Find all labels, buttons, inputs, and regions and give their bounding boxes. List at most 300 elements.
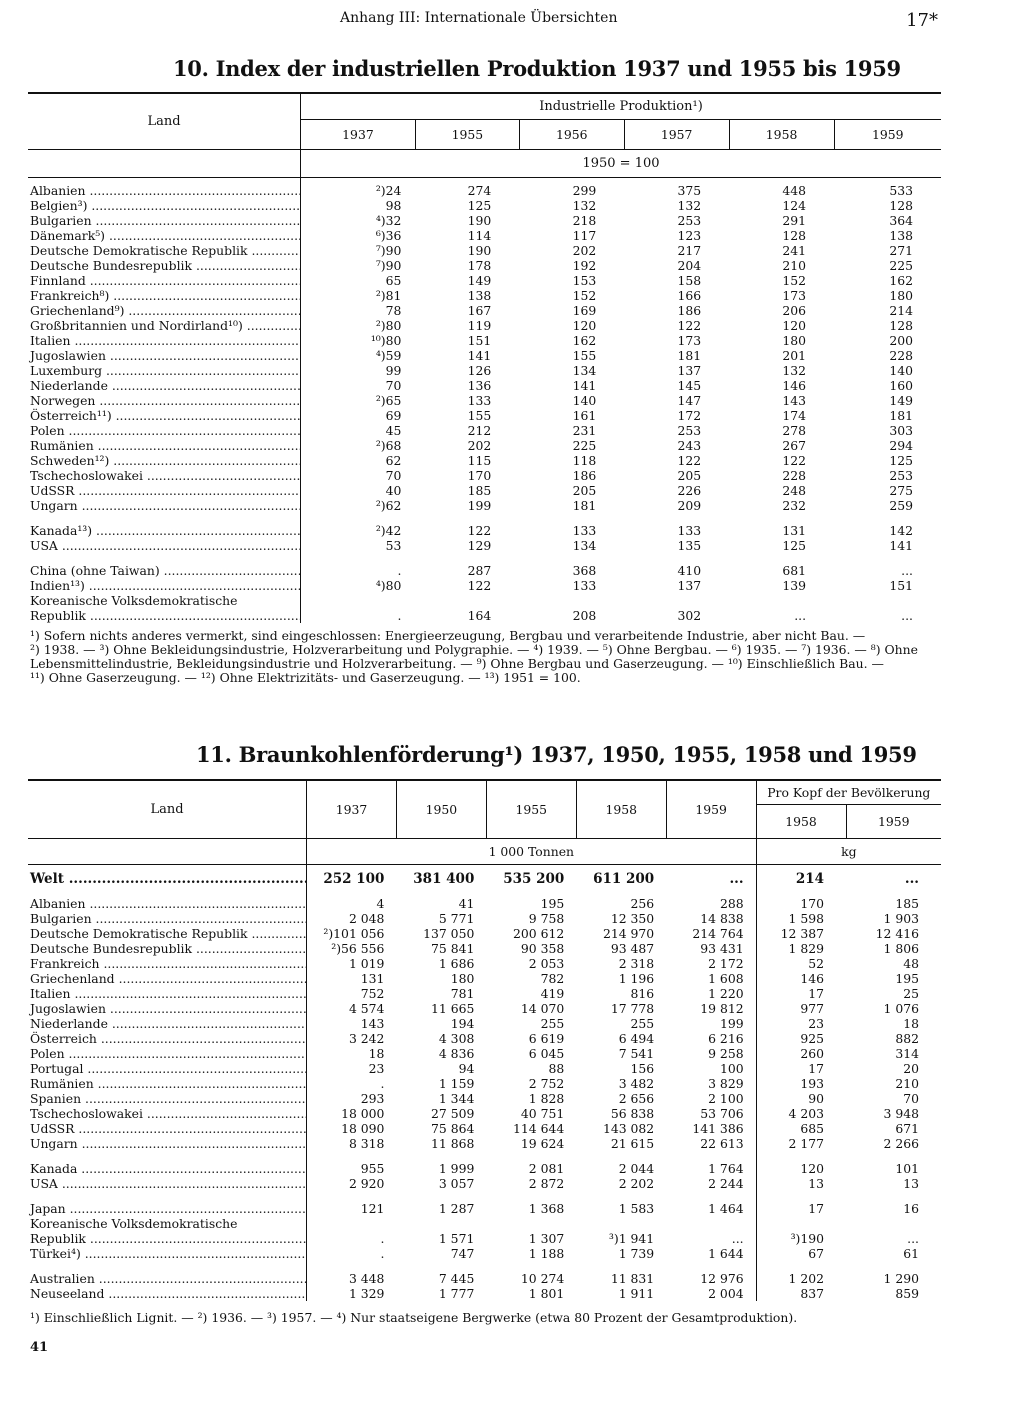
- country-label: Tschechoslowakei .....: [28, 468, 301, 483]
- country-label: Kanada¹³) .....: [28, 523, 301, 538]
- table-row: [28, 468, 941, 483]
- value-cell: ²)65: [301, 393, 416, 408]
- value-cell: 128: [889, 318, 913, 333]
- country-label: Koreanische Volksdemokratische: [30, 593, 238, 608]
- table-row: [28, 941, 941, 956]
- country-label: UdSSR .....: [28, 483, 301, 498]
- country-label: [28, 1151, 307, 1161]
- value-cell: 1 220: [708, 986, 744, 1001]
- value-cell: 1 287: [438, 1201, 475, 1216]
- value-cell: 206: [782, 303, 807, 318]
- country-label: Bulgarien .....: [28, 911, 307, 926]
- value-cell: 1 290: [883, 1271, 919, 1286]
- table-row: [28, 1176, 941, 1191]
- value-cell: 685: [756, 1121, 846, 1136]
- value-cell: 121: [307, 1201, 397, 1216]
- value-cell: ⁴)80: [301, 578, 416, 593]
- value-cell: 11 868: [430, 1136, 475, 1151]
- value-cell: 3 057: [438, 1176, 475, 1191]
- value-cell: 62: [301, 453, 416, 468]
- value-cell: 12 350: [610, 911, 655, 926]
- value-cell: 21 615: [610, 1136, 655, 1151]
- table-row: [28, 303, 941, 318]
- value-cell: 78: [301, 303, 416, 318]
- value-cell: 122: [782, 453, 807, 468]
- value-cell: 2 872: [528, 1176, 565, 1191]
- value-cell: 156: [630, 1061, 655, 1076]
- value-cell: 115: [467, 453, 492, 468]
- table-row: [28, 1151, 941, 1161]
- table10-footnotes: [30, 629, 950, 685]
- value-cell: 153: [572, 273, 597, 288]
- value-cell: 671: [895, 1121, 919, 1136]
- value-cell: 180: [889, 288, 913, 303]
- country-label: Rumänien .....: [28, 1076, 307, 1091]
- value-cell: 122: [677, 453, 702, 468]
- value-cell: 2 266: [883, 1136, 919, 1151]
- value-cell: 18: [903, 1016, 919, 1031]
- value-cell: 267: [782, 438, 807, 453]
- country-label: Deutsche Demokratische Republik .....: [28, 926, 307, 941]
- value-cell: 231: [572, 423, 597, 438]
- value-cell: 23: [756, 1016, 846, 1031]
- value-cell: 133: [572, 578, 597, 593]
- value-cell: 19 812: [700, 1001, 744, 1016]
- value-cell: 1 464: [708, 1201, 744, 1216]
- table-row: [28, 198, 941, 213]
- value-cell: 128: [782, 228, 807, 243]
- value-cell: 88: [548, 1061, 565, 1076]
- value-cell: 145: [677, 378, 702, 393]
- value-cell: [486, 1151, 576, 1161]
- value-cell: 181: [572, 498, 597, 513]
- value-cell: 140: [572, 393, 597, 408]
- value-cell: 1 188: [528, 1246, 565, 1261]
- value-cell: 41: [458, 896, 475, 911]
- value-cell: 287: [467, 563, 492, 578]
- value-cell: 22 613: [700, 1136, 744, 1151]
- value-cell: 2 081: [528, 1161, 565, 1176]
- value-cell: 1 598: [756, 911, 846, 926]
- value-cell: ³)190: [756, 1231, 846, 1246]
- value-cell: 1 608: [708, 971, 744, 986]
- value-cell: 120: [572, 318, 597, 333]
- value-cell: 125: [782, 538, 807, 553]
- value-cell: 611 200: [593, 871, 655, 887]
- table-row: [28, 333, 941, 348]
- value-cell: 6 619: [528, 1031, 565, 1046]
- table-row: [28, 243, 941, 258]
- value-cell: 98: [301, 198, 416, 213]
- value-cell: 40: [301, 483, 416, 498]
- value-cell: 752: [307, 986, 397, 1001]
- value-cell: 204: [677, 258, 702, 273]
- value-cell: 293: [307, 1091, 397, 1106]
- value-cell: 137: [677, 578, 702, 593]
- value-cell: 275: [889, 483, 913, 498]
- value-cell: 12 416: [875, 926, 919, 941]
- value-cell: 3 482: [618, 1076, 655, 1091]
- value-cell: 75 864: [430, 1121, 475, 1136]
- value-cell: 69: [301, 408, 416, 423]
- value-cell: 9 258: [708, 1046, 744, 1061]
- value-cell: 1 828: [528, 1091, 565, 1106]
- value-cell: 119: [467, 318, 492, 333]
- value-cell: 133: [467, 393, 492, 408]
- value-cell: ²)101 056: [307, 926, 397, 941]
- table-row: [28, 523, 941, 538]
- year-header: 1937: [307, 780, 397, 838]
- value-cell: 27 509: [430, 1106, 475, 1121]
- value-cell: 201: [782, 348, 807, 363]
- value-cell: [624, 593, 729, 608]
- table11-title: 11. Braunkohlenförderung¹) 1937, 1950, 1955, 1958 und 1959: [196, 742, 917, 767]
- value-cell: [415, 553, 519, 563]
- table-row: [28, 1201, 941, 1216]
- value-cell: 2 044: [618, 1161, 655, 1176]
- value-cell: 260: [756, 1046, 846, 1061]
- value-cell: 186: [572, 468, 597, 483]
- value-cell: 278: [782, 423, 807, 438]
- value-cell: 114: [467, 228, 492, 243]
- value-cell: 218: [572, 213, 597, 228]
- value-cell: 162: [889, 273, 913, 288]
- value-cell: 13: [903, 1176, 919, 1191]
- value-cell: 214 764: [692, 926, 744, 941]
- country-label: Republik .....: [28, 608, 301, 623]
- value-cell: 133: [677, 523, 702, 538]
- value-cell: 2 172: [708, 956, 744, 971]
- per-capita-header: Pro Kopf der Bevölkerung: [756, 780, 941, 804]
- value-cell: 10 274: [520, 1271, 565, 1286]
- value-cell: 53 706: [700, 1106, 744, 1121]
- value-cell: 253: [677, 213, 702, 228]
- value-cell: 210: [895, 1076, 919, 1091]
- value-cell: 162: [572, 333, 597, 348]
- value-cell: 955: [307, 1161, 397, 1176]
- value-cell: 23: [307, 1061, 397, 1076]
- value-cell: 7 445: [438, 1271, 475, 1286]
- value-cell: 12 387: [756, 926, 846, 941]
- value-cell: 294: [889, 438, 913, 453]
- value-cell: 94: [458, 1061, 475, 1076]
- value-cell: 274: [467, 183, 492, 198]
- value-cell: 11 831: [610, 1271, 655, 1286]
- country-label: Albanien .....: [28, 183, 301, 198]
- value-cell: 194: [450, 1016, 475, 1031]
- value-cell: 6 494: [618, 1031, 655, 1046]
- value-cell: [415, 593, 519, 608]
- table-row: [28, 1136, 941, 1151]
- value-cell: [301, 513, 416, 523]
- table-row: [28, 408, 941, 423]
- value-cell: 140: [889, 363, 913, 378]
- table-row: [28, 911, 941, 926]
- value-cell: 13: [756, 1176, 846, 1191]
- value-cell: 161: [572, 408, 597, 423]
- value-cell: 149: [889, 393, 913, 408]
- table-row: [28, 1091, 941, 1106]
- value-cell: 2 318: [618, 956, 655, 971]
- value-cell: 200 612: [513, 926, 565, 941]
- year-header: 1956: [519, 119, 624, 149]
- table-row: [28, 288, 941, 303]
- value-cell: ²)56 556: [307, 941, 397, 956]
- year-header: 1958: [576, 780, 666, 838]
- value-cell: 52: [756, 956, 846, 971]
- value-cell: 1 307: [528, 1231, 565, 1246]
- value-cell: 210: [782, 258, 807, 273]
- table-row: [28, 593, 941, 608]
- value-cell: 1 571: [438, 1231, 475, 1246]
- year-header: 1957: [624, 119, 729, 149]
- country-label: [28, 513, 301, 523]
- value-cell: 205: [572, 483, 597, 498]
- value-cell: 149: [467, 273, 492, 288]
- country-label: Belgien³) .....: [28, 198, 301, 213]
- value-cell: [396, 1261, 486, 1271]
- country-label: Dänemark⁵) .....: [28, 228, 301, 243]
- value-cell: [576, 1261, 666, 1271]
- value-cell: 1 911: [618, 1286, 655, 1301]
- country-label: Österreich¹¹) .....: [28, 408, 301, 423]
- value-cell: 5 771: [438, 911, 475, 926]
- value-cell: [307, 1216, 397, 1231]
- value-cell: 114 644: [513, 1121, 565, 1136]
- country-label: Kanada .....: [28, 1161, 307, 1176]
- value-cell: ...: [731, 1231, 744, 1246]
- value-cell: 232: [782, 498, 807, 513]
- value-cell: 977: [756, 1001, 846, 1016]
- value-cell: [301, 593, 416, 608]
- lignite-production-table: [28, 779, 941, 1301]
- value-cell: 533: [889, 183, 913, 198]
- value-cell: [729, 513, 834, 523]
- value-cell: 61: [903, 1246, 919, 1261]
- value-cell: [756, 1216, 846, 1231]
- value-cell: 120: [782, 318, 807, 333]
- value-cell: [519, 553, 624, 563]
- country-label: Welt .....: [28, 868, 307, 890]
- country-label: [28, 553, 301, 563]
- value-cell: 193: [756, 1076, 846, 1091]
- value-cell: 181: [677, 348, 702, 363]
- value-cell: ¹⁰)80: [301, 333, 416, 348]
- value-cell: 2 053: [528, 956, 565, 971]
- value-cell: 859: [895, 1286, 919, 1301]
- table-row: [28, 393, 941, 408]
- running-title: Anhang III: Internationale Übersichten: [340, 10, 618, 26]
- country-label: Schweden¹²) .....: [28, 453, 301, 468]
- table-row: [28, 183, 941, 198]
- value-cell: 143: [782, 393, 807, 408]
- value-cell: ²)68: [301, 438, 416, 453]
- value-cell: [729, 593, 834, 608]
- country-label: Ungarn .....: [28, 1136, 307, 1151]
- value-cell: 200: [889, 333, 913, 348]
- value-cell: ⁴)32: [301, 213, 416, 228]
- value-cell: ⁷)90: [301, 243, 416, 258]
- value-cell: 2 100: [708, 1091, 744, 1106]
- table-row: [28, 553, 941, 563]
- value-cell: [486, 1261, 576, 1271]
- value-cell: 253: [677, 423, 702, 438]
- value-cell: ...: [901, 608, 913, 623]
- value-cell: [576, 1191, 666, 1201]
- value-cell: 143 082: [602, 1121, 655, 1136]
- value-cell: 448: [782, 183, 807, 198]
- value-cell: [666, 1191, 756, 1201]
- value-cell: 173: [677, 333, 702, 348]
- value-cell: 6 045: [528, 1046, 565, 1061]
- land-header: Land: [28, 93, 301, 149]
- value-cell: 1 903: [883, 911, 919, 926]
- value-cell: 225: [889, 258, 913, 273]
- country-label: Deutsche Demokratische Republik .....: [28, 243, 301, 258]
- country-label: Türkei⁴) .....: [28, 1246, 307, 1261]
- value-cell: .: [307, 1231, 397, 1246]
- value-cell: 17: [756, 986, 846, 1001]
- value-cell: 781: [450, 986, 475, 1001]
- value-cell: 2 656: [618, 1091, 655, 1106]
- value-cell: 25: [903, 986, 919, 1001]
- value-cell: 124: [782, 198, 807, 213]
- value-cell: 190: [467, 243, 492, 258]
- page-header: [0, 10, 1024, 30]
- value-cell: 155: [467, 408, 492, 423]
- country-label: Niederlande .....: [28, 1016, 307, 1031]
- value-cell: 226: [677, 483, 702, 498]
- value-cell: 217: [677, 243, 702, 258]
- value-cell: 816: [630, 986, 655, 1001]
- value-cell: 133: [572, 523, 597, 538]
- value-cell: 1 686: [438, 956, 475, 971]
- value-cell: 16: [903, 1201, 919, 1216]
- table-row: [28, 258, 941, 273]
- value-cell: 253: [889, 468, 913, 483]
- value-cell: 381 400: [413, 871, 475, 887]
- table-row: [28, 1286, 941, 1301]
- value-cell: 410: [677, 563, 702, 578]
- value-cell: 90: [756, 1091, 846, 1106]
- country-label: Rumänien .....: [28, 438, 301, 453]
- value-cell: [834, 513, 941, 523]
- value-cell: 252 100: [307, 868, 397, 890]
- value-cell: 70: [301, 468, 416, 483]
- value-cell: 199: [719, 1016, 744, 1031]
- value-cell: ²)80: [301, 318, 416, 333]
- table-row: [28, 563, 941, 578]
- country-label: Albanien .....: [28, 896, 307, 911]
- unit-label: kg: [756, 838, 941, 864]
- country-label: [28, 1261, 307, 1271]
- footnote-line: Lebensmittelindustrie, Bekleidungsindustrie und Holzverarbeitung. — ⁹) Ohne Bergbau und Gaserzeugung. — ¹⁰) Einschließlich Bau. —: [30, 656, 884, 671]
- value-cell: 101: [895, 1161, 919, 1176]
- country-label: Japan .....: [28, 1201, 307, 1216]
- value-cell: 208: [572, 608, 597, 623]
- value-cell: 20: [903, 1061, 919, 1076]
- year-header: 1958: [729, 119, 834, 149]
- value-cell: 134: [572, 363, 597, 378]
- value-cell: 132: [572, 198, 597, 213]
- value-cell: [519, 593, 624, 608]
- country-label: Portugal .....: [28, 1061, 307, 1076]
- value-cell: 143: [307, 1016, 397, 1031]
- value-cell: 147: [677, 393, 702, 408]
- table-row: [28, 1046, 941, 1061]
- world-row: [28, 868, 941, 890]
- industrial-production-table: [28, 92, 941, 623]
- value-cell: 1 344: [438, 1091, 475, 1106]
- value-cell: ²)42: [301, 523, 416, 538]
- value-cell: [396, 1151, 486, 1161]
- table-row: [28, 483, 941, 498]
- value-cell: 90 358: [520, 941, 565, 956]
- footnote-line: ¹¹) Ohne Gaserzeugung. — ¹²) Ohne Elektrizitäts- und Gaserzeugung. — ¹³) 1951 = 100.: [30, 670, 581, 685]
- value-cell: 17: [756, 1061, 846, 1076]
- value-cell: 214 970: [602, 926, 655, 941]
- table-row: [28, 971, 941, 986]
- year-header: 1959: [846, 804, 941, 838]
- value-cell: 48: [903, 956, 919, 971]
- value-cell: 190: [467, 213, 492, 228]
- value-cell: 138: [467, 288, 492, 303]
- value-cell: 1 329: [307, 1286, 397, 1301]
- value-cell: 132: [782, 363, 807, 378]
- table-row: [28, 1271, 941, 1286]
- value-cell: .: [301, 563, 416, 578]
- value-cell: 291: [782, 213, 807, 228]
- country-label: China (ohne Taiwan) .....: [28, 563, 301, 578]
- value-cell: 141: [572, 378, 597, 393]
- value-cell: ...: [729, 871, 744, 887]
- value-cell: 2 244: [708, 1176, 744, 1191]
- value-cell: 18 000: [307, 1106, 397, 1121]
- year-header: 1959: [834, 119, 941, 149]
- value-cell: [756, 1151, 846, 1161]
- value-cell: 202: [467, 438, 492, 453]
- value-cell: 152: [572, 288, 597, 303]
- value-cell: 18: [307, 1046, 397, 1061]
- value-cell: [519, 513, 624, 523]
- table-row: [28, 1031, 941, 1046]
- value-cell: [486, 1191, 576, 1201]
- value-cell: [846, 1216, 941, 1231]
- country-label: USA .....: [28, 538, 301, 553]
- table-row: [28, 228, 941, 243]
- value-cell: [834, 553, 941, 563]
- table-row: [28, 378, 941, 393]
- value-cell: 174: [782, 408, 807, 423]
- table-row: [28, 1261, 941, 1271]
- value-cell: 56 838: [610, 1106, 655, 1121]
- country-label: Australien .....: [28, 1271, 307, 1286]
- value-cell: 209: [677, 498, 702, 513]
- country-label: Deutsche Bundesrepublik .....: [28, 941, 307, 956]
- value-cell: 1 196: [618, 971, 655, 986]
- value-cell: 142: [889, 523, 913, 538]
- value-cell: 195: [540, 896, 565, 911]
- country-label: Italien .....: [28, 333, 301, 348]
- year-header: 1937: [301, 119, 416, 149]
- table11-footnote: ¹) Einschließlich Lignit. — ²) 1936. — ³) 1957. — ⁴) Nur staatseigene Bergwerke (etwa 80 Prozent der Gesamtproduktion).: [30, 1310, 798, 1325]
- value-cell: [307, 1191, 397, 1201]
- table-row: [28, 1016, 941, 1031]
- value-cell: 837: [756, 1286, 846, 1301]
- country-label: Frankreich⁸) .....: [28, 288, 301, 303]
- value-cell: [396, 1191, 486, 1201]
- table-row: [28, 1246, 941, 1261]
